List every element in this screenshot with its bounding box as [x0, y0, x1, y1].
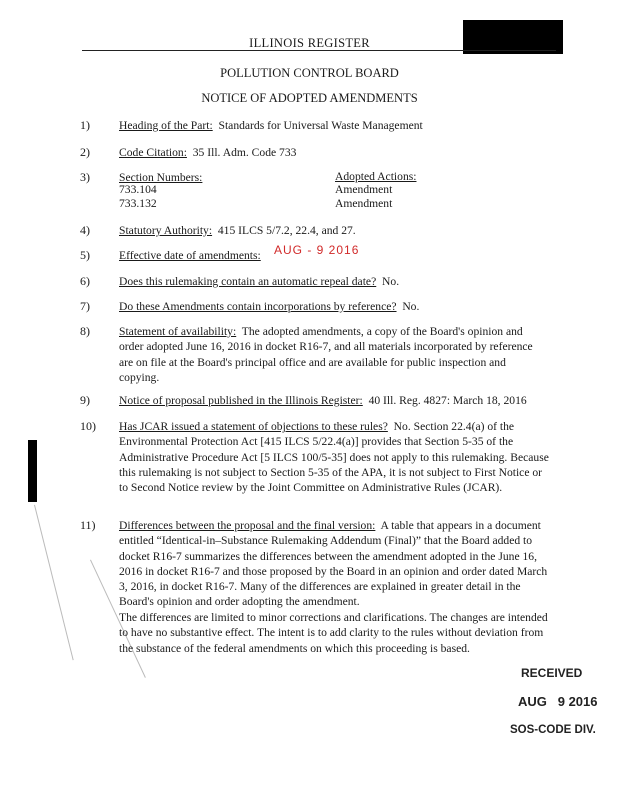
section-action: Amendment [335, 197, 393, 210]
item-jcar: Has JCAR issued a statement of objections to these rules? No. Section 22.4(a) of the Environmental Protection Act [415 ILCS 5/22.4(a)] provides that Section 5-35 of the Administrative Procedure Act [5 ILCS 100/5-35] does not apply to this rulemaking. Because this rulemaking is not subject to Section 5-35 of the APA, it is not subject to First Notice or to Second Notice review by the Joint Committee on Administrative Rules (JCAR). [119, 420, 549, 495]
section-action: Amendment [335, 183, 393, 196]
item-number: 8) [80, 324, 90, 338]
item-differences: Differences between the proposal and the final version: A table that appears in a document entitled “Identical-in–Substance Rulemaking Addendum (Final)” that the Board added to docket R16-7 summarizes the differences between the amendment adopted in the June 16, 2016 in docket R16-7 and those proposed by the Board in an opinion and order dated March 3, 2016, in docket R16-7. Many of the differences are explained in greater detail in the Board's opinion and order adopting the amendment. [119, 519, 548, 609]
item-number: 1) [80, 118, 90, 132]
notice-title: NOTICE OF ADOPTED AMENDMENTS [201, 91, 418, 105]
adopted-actions-label: Adopted Actions: [335, 170, 417, 183]
effective-date-stamp: AUG - 9 2016 [274, 243, 360, 257]
section-number: 733.104 [119, 183, 157, 196]
section-numbers-label: Section Numbers: [119, 171, 203, 184]
item-number: 6) [80, 274, 90, 288]
item-number: 10) [80, 419, 96, 433]
item-number: 11) [80, 518, 96, 532]
item-repeal-date: Does this rulemaking contain an automatic repeal date? No. [119, 275, 400, 288]
item-differences-para2: The differences are limited to minor corrections and clarifications. The changes are intended to have no substantive effect. The intent is to add clarity to the rules without deviation from the substance of the federal amendments on which this proceeding is based. [119, 611, 548, 655]
item-proposal-published: Notice of proposal published in the Illinois Register: 40 Ill. Reg. 4827: March 18, 2016 [119, 394, 527, 407]
item-incorporations: Do these Amendments contain incorporations by reference? No. [119, 300, 420, 313]
scan-margin-mark [28, 440, 37, 502]
item-heading [119, 118, 549, 133]
item-availability: Statement of availability: The adopted amendments, a copy of the Board's opinion and order adopted June 16, 2016 in docket R16-7, and all materials incorporated by reference are on file at the Board's principal office and are available for public inspection and copying. [119, 325, 533, 384]
item-number: 7) [80, 299, 90, 313]
item-text: Standards for Universal Waste Management [218, 119, 423, 132]
register-title: ILLINOIS REGISTER [249, 36, 370, 50]
item-label: Code Citation: [119, 146, 187, 159]
item-label: Heading of the Part: [119, 119, 213, 132]
item-code-citation [119, 145, 549, 160]
item-effective-date: Effective date of amendments: [119, 249, 261, 262]
item-number: 5) [80, 248, 90, 262]
item-number: 3) [80, 170, 90, 184]
received-stamp-division: SOS-CODE DIV. [510, 724, 596, 736]
item-statutory-authority: Statutory Authority: 415 ILCS 5/7.2, 22.4, and 27. [119, 224, 356, 237]
section-number: 733.132 [119, 197, 157, 210]
item-number: 4) [80, 223, 90, 237]
item-number: 2) [80, 145, 90, 159]
scan-artifact-line [34, 505, 74, 660]
item-number: 9) [80, 393, 90, 407]
board-title: POLLUTION CONTROL BOARD [220, 66, 399, 80]
item-text: 35 Ill. Adm. Code 733 [192, 146, 297, 159]
received-stamp-label: RECEIVED [521, 666, 583, 680]
received-stamp-date: AUG 9 2016 [518, 694, 598, 709]
